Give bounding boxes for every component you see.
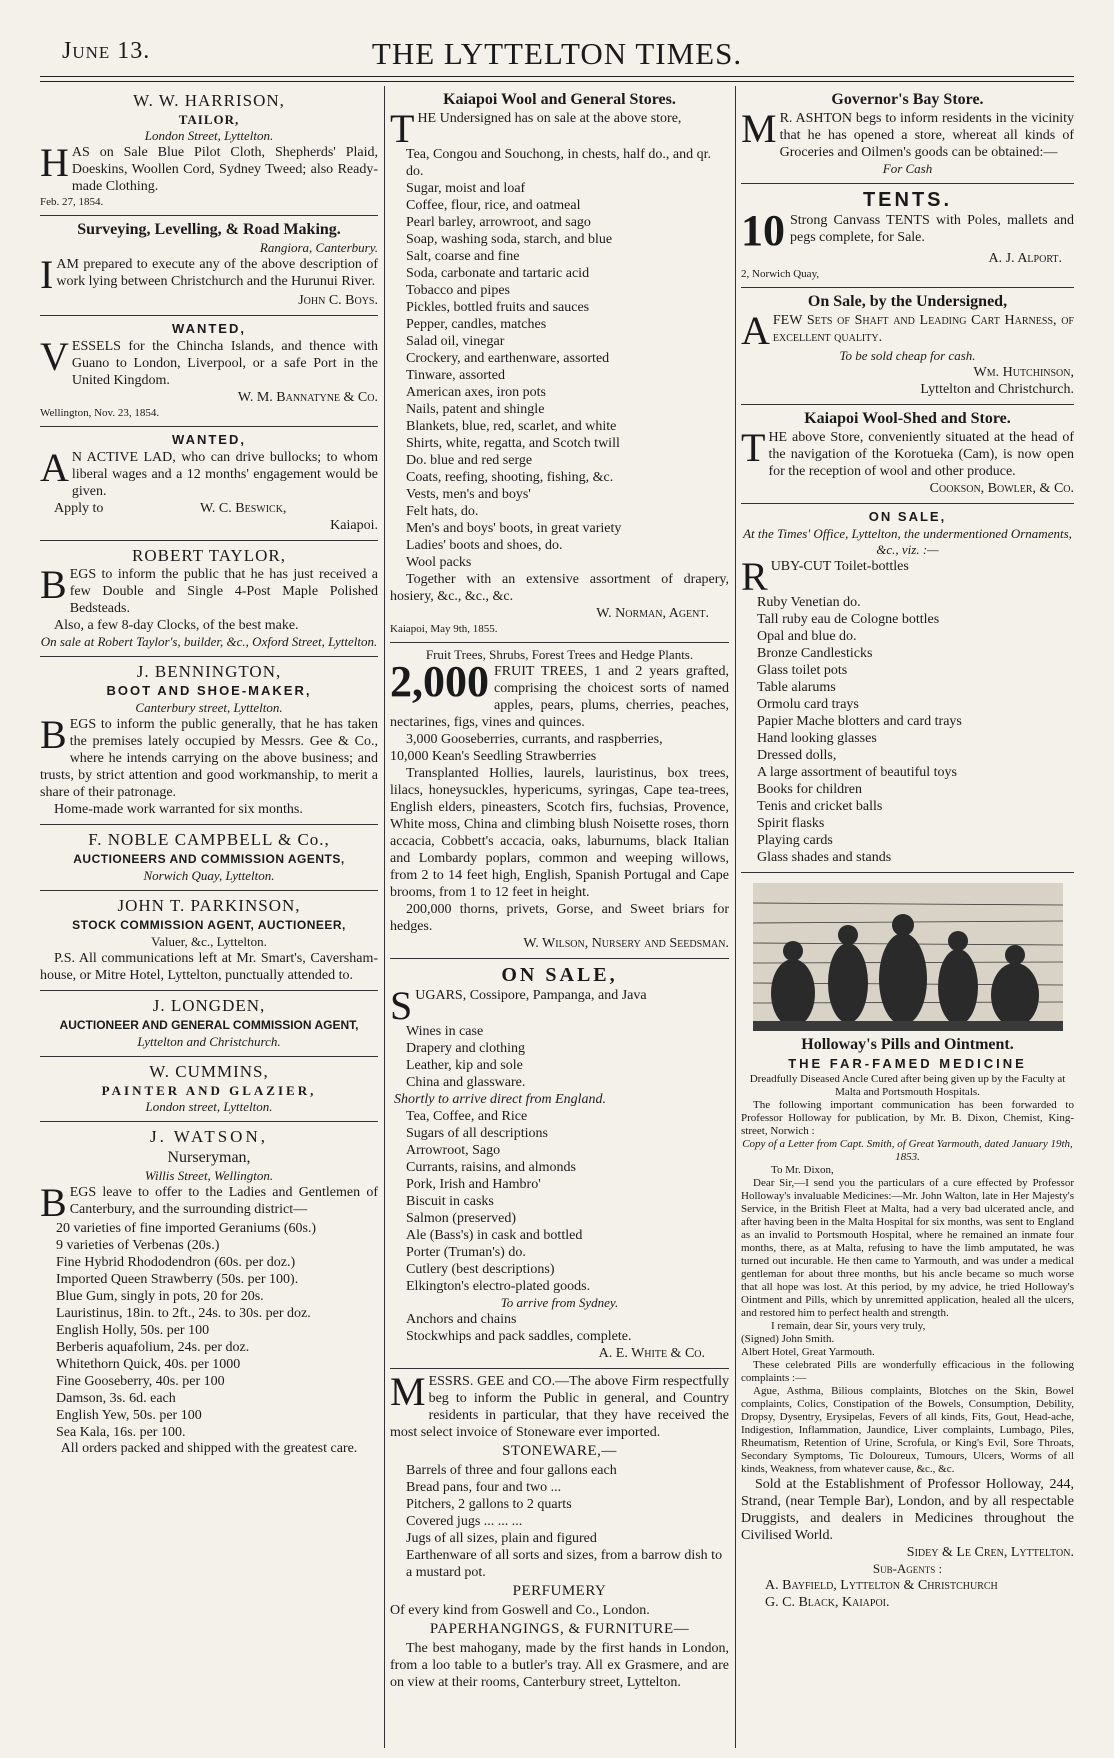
drop-cap: V (40, 334, 69, 379)
ad-trade: BOOT AND SHOE-MAKER, (106, 683, 312, 698)
ad-subhead: STONEWARE,— (502, 1443, 617, 1459)
ad-ashton (741, 86, 1074, 184)
ad-subhead: PERFUMERY (512, 1583, 607, 1599)
list-item: Books for children (757, 782, 862, 797)
list-item: Berberis aquafolium, 24s. per doz. (56, 1340, 250, 1355)
ad-signature: W. M. Bannatyne & Co. (237, 390, 378, 405)
list-item: Do. blue and red serge (406, 453, 533, 468)
column-2 (390, 86, 729, 1748)
list-item: Covered jugs ... ... ... (406, 1514, 523, 1529)
ad-name: W. W. HARRISON, (133, 91, 285, 110)
list-item: Pickles, bottled fruits and sauces (406, 300, 590, 315)
ad-body: ESSELS for the Chincha Islands, and thence with Guano to London, Liverpool, or a safe Port in the United Kingdom. (71, 339, 378, 388)
list-item: Blue Gum, singly in pots, 20 for 20s. (56, 1289, 264, 1304)
list-item: Hand looking glasses (757, 731, 877, 746)
ad-heading: Governor's Bay Store. (831, 91, 984, 108)
ad-heading: ON SALE, (501, 964, 618, 986)
list-item: Porter (Truman's) do. (406, 1245, 526, 1260)
list-item: Glass toilet pots (757, 663, 848, 678)
drop-cap: S (390, 983, 413, 1028)
list-item: Ladies' boots and shoes, do. (406, 538, 563, 553)
list-item: Ormolu card trays (757, 697, 859, 712)
columns (40, 86, 1074, 1748)
ad-intro: Dreadfully Diseased Ancle Cured after being given up by the Faculty at Malta and Portsmouth Hospitals. (749, 1073, 1066, 1098)
ad-body: UBY-CUT Toilet-bottles (770, 559, 909, 574)
ad-body: FEW Sets of Shaft and Leading Cart Harness, of excellent quality. (772, 313, 1074, 345)
ad-signature: Cookson, Bowler, & Co. (929, 481, 1074, 496)
list-item: Tall ruby eau de Cologne bottles (757, 612, 940, 627)
list-item: Tea, Coffee, and Rice (406, 1109, 528, 1124)
ad-date: Kaiapoi, May 9th, 1855. (390, 623, 498, 635)
ad-signature: A. J. Alport. (988, 251, 1062, 266)
ad-holloway (741, 873, 1074, 1617)
list-item: Salmon (preserved) (406, 1211, 517, 1226)
ad-remain: I remain, dear Sir, yours very truly, (771, 1320, 926, 1332)
ad-taylor (40, 541, 378, 657)
onsale-list-2 (390, 1108, 729, 1295)
ad-heading: TENTS. (862, 189, 953, 211)
list-item: Soda, carbonate and tartaric acid (406, 266, 590, 281)
ad-name: JOHN T. PARKINSON, (117, 896, 301, 915)
ad-harrison (40, 86, 378, 216)
ad-body: N ACTIVE LAD, who can drive bullocks; to whom liberal wages and a 12 months' engagement would be given. (71, 450, 378, 499)
ad-body: EGS to inform the public generally, that he has taken the premises lately occupied by Messrs. Gee & Co., where he intends carrying on the above business; and trusts, by strict attention and good workmanship, to merit a share of their patronage. (40, 717, 378, 800)
watson-list (40, 1220, 378, 1441)
ad-woolshed (741, 405, 1074, 504)
ad-para: 10,000 Kean's Seedling Strawberries (390, 749, 597, 764)
ad-body: EGS leave to offer to the Ladies and Gentlemen of Canterbury, and the surrounding district— (69, 1185, 378, 1217)
ad-agent-2: G. C. Black, Kaiapoi. (765, 1595, 890, 1610)
ad-shortly: Shortly to arrive direct from England. (394, 1092, 607, 1107)
ad-boys (40, 216, 378, 316)
list-item: Wool packs (406, 555, 472, 570)
list-item: Pepper, candles, matches (406, 317, 547, 332)
list-item: Jugs of all sizes, plain and figured (406, 1531, 597, 1546)
ad-heading: WANTED, (172, 321, 246, 336)
ad-cash: For Cash (882, 161, 933, 176)
list-item: Pearl barley, arrowroot, and sago (406, 215, 591, 230)
list-item: Whitethorn Quick, 40s. per 1000 (56, 1357, 241, 1372)
ad-name: F. NOBLE CAMPBELL & Co., (88, 830, 330, 849)
list-item: Stockwhips and pack saddles, complete. (406, 1329, 632, 1344)
column-rule (384, 86, 385, 1748)
ad-body: The best mahogany, made by the first hands in London, from a loo table to a butler's tray. All ex Grasmere, and are on view at their rooms, Canterbury street, Lyttelton. (390, 1641, 729, 1690)
ad-address: Lyttelton and Christchurch. (137, 1034, 281, 1049)
ad-signed: (Signed) John Smith. (741, 1333, 835, 1345)
ad-heading: ROBERT TAYLOR, (132, 546, 286, 565)
list-item: Spirit flasks (757, 816, 825, 831)
ad-heading: Kaiapoi Wool-Shed and Store. (804, 410, 1011, 427)
list-item: Ale (Bass's) in cask and bottled (406, 1228, 583, 1243)
list-item: Cutlery (best descriptions) (406, 1262, 555, 1277)
ad-address: London Street, Lyttelton. (144, 128, 274, 143)
ad-para: Transplanted Hollies, laurels, lauristinus, box trees, lilacs, honeysuckles, hypericums, syringas, Cape tea-trees, English elders, pineasters, Scotch firs, fuchsias, Provence, White moss, China and climbing blush Noisette roses, thorn accacia, Cobbett's accacia, oaks, laburnums, black Italian and Lombardy poplars, common and weeping willows, from 2 to 14 feet high, English, Spanish Portugal and Cape brooms, from 1 to 12 feet in height. (390, 766, 729, 900)
list-item: China and glassware. (406, 1075, 526, 1090)
ad-body: EGS to inform the public that he has just received a few Double and Single 4-Post Maple Polished Bedsteads. (69, 567, 378, 616)
ad-gee (390, 1369, 729, 1697)
column-3 (741, 86, 1074, 1748)
column-1 (40, 86, 378, 1748)
list-item: Pork, Irish and Hambro' (406, 1177, 541, 1192)
ad-name: W. CUMMINS, (149, 1062, 269, 1081)
list-item: Currants, raisins, and almonds (406, 1160, 576, 1175)
ad-place: Lyttelton and Christchurch. (920, 382, 1074, 397)
ad-body: AM prepared to execute any of the above description of work lying between Christchurch and the Hurunui River. (56, 257, 378, 289)
ad-complaints: Ague, Asthma, Bilious complaints, Blotches on the Skin, Bowel complaints, Colics, Constipation of the Bowels, Consumption, Debility, Dropsy, Dysentry, Erysipelas, Fevers of all kinds, Fits, Gout, Head-ache, Indigestion, Inflammation, Jaundice, Liver complaints, Lumbago, Piles, Rheumatism, Retention of Urine, Scrofula, or King's Evil, Sore Throats, Secondary Symptoms, Tic Doloureux, Tumours, Ulcers, Worms of all kinds, Weakness, from whatever cause, &c., &c. (741, 1385, 1074, 1475)
list-item: Ruby Venetian do. (757, 595, 861, 610)
ad-address: Norwich Quay, Lyttelton. (143, 868, 275, 883)
ad-body: HE above Store, conveniently situated at the head of the navigation of the Korotueka (Cam), is now open for the reception of wool and other produce. (768, 430, 1074, 479)
ad-line: Valuer, &c., Lyttelton. (151, 934, 267, 949)
list-item: Felt hats, do. (406, 504, 479, 519)
ad-famed: THE FAR-FAMED MEDICINE (788, 1056, 1027, 1071)
ad-place: Rangiora, Canterbury. (259, 240, 378, 255)
list-item: 9 varieties of Verbenas (20s.) (56, 1238, 220, 1253)
gee-list (390, 1462, 729, 1581)
ad-intro-2: The following important communication has been forwarded to Professor Holloway for publication, by Mr. B. Dixon, Chemist, King-street, Norwich : (741, 1099, 1074, 1137)
ad-copy: Copy of a Letter from Capt. Smith, of Great Yarmouth, dated January 19th, 1853. (742, 1138, 1073, 1163)
ad-together: Together with an extensive assortment of drapery, hosiery, &c., &c., &c. (390, 572, 729, 604)
list-item: Tenis and cricket balls (757, 799, 883, 814)
ad-body: ESSRS. GEE and CO.—The above Firm respectfully beg to inform the Public in general, and Country residents in particular, that they have received the most select invoice of Stoneware ever imported. (390, 1374, 729, 1440)
ad-onsale: On sale at Robert Taylor's, builder, &c., Oxford Street, Lyttelton. (40, 634, 378, 649)
ad-signature: John C. Boys. (298, 293, 378, 308)
drop-cap: I (40, 252, 54, 297)
ad-watson (40, 1122, 378, 1463)
list-item: Playing cards (757, 833, 833, 848)
ad-eff: These celebrated Pills are wonderfully efficacious in the following complaints :— (741, 1359, 1074, 1384)
ad-body: P.S. All communications left at Mr. Smart's, Caversham-house, or Mitre Hotel, Lyttelton, punctually attended to. (40, 951, 378, 983)
list-item: Fine Gooseberry, 40s. per 100 (56, 1374, 225, 1389)
ad-agent-1: A. Bayfield, Lyttelton & Christchurch (765, 1578, 998, 1593)
ad-body: Strong Canvass TENTS with Poles, mallets and pegs complete, for Sale. (790, 213, 1074, 245)
list-item: Lauristinus, 18in. to 2ft., 24s. to 30s. per doz. (56, 1306, 311, 1321)
list-item: Vests, men's and boys' (406, 487, 531, 502)
ad-wanted-vessels (40, 316, 378, 427)
list-item: American axes, iron pots (406, 385, 546, 400)
list-item: Glass shades and stands (757, 850, 892, 865)
big-number: 2,000 (390, 657, 489, 706)
list-item: Men's and boys' boots, in great variety (406, 521, 622, 536)
list-item: Fine Hybrid Rhododendron (60s. per doz.) (56, 1255, 296, 1270)
list-item: Salad oil, vinegar (406, 334, 505, 349)
ad-bennington (40, 657, 378, 825)
list-item: English Holly, 50s. per 100 (56, 1323, 210, 1338)
list-item: Opal and blue do. (757, 629, 857, 644)
list-item: Leather, kip and sole (406, 1058, 523, 1073)
ad-place: Kaiapoi. (330, 518, 378, 533)
kaiapoi-list (390, 146, 729, 571)
list-item: Sugar, moist and loaf (406, 181, 526, 196)
list-item: Arrowroot, Sago (406, 1143, 501, 1158)
list-item: Barrels of three and four gallons each (406, 1463, 617, 1478)
list-item: Blankets, blue, red, scarlet, and white (406, 419, 617, 434)
list-item: Soap, washing soda, starch, and blue (406, 232, 613, 247)
ad-campbell (40, 825, 378, 891)
ad-address: Canterbury street, Lyttelton. (135, 700, 283, 715)
drop-cap: T (741, 425, 766, 470)
onsale-list-3 (390, 1311, 729, 1345)
ad-sub: At the Times' Office, Lyttelton, the undermentioned Ornaments, &c., viz. :— (743, 526, 1072, 557)
ad-heading: ON SALE, (868, 509, 947, 524)
list-item: Table alarums (757, 680, 836, 695)
ad-body: FRUIT TREES, 1 and 2 years grafted, comprising the choicest sorts of named apples, pears, plums, cherries, peaches, nectarines, figs, vines and quinces. (390, 664, 729, 730)
list-item: Salt, coarse and fine (406, 249, 520, 264)
ad-sidey: Sidey & Le Cren, Lyttelton. (906, 1545, 1074, 1560)
ad-kaiapoi-stores (390, 86, 729, 643)
ad-heading: Surveying, Levelling, & Road Making. (77, 221, 341, 238)
ad-para: 3,000 Gooseberries, currants, and raspberries, (406, 732, 663, 747)
ad-parkinson (40, 891, 378, 991)
ad-body: AS on Sale Blue Pilot Cloth, Shepherds' Plaid, Doeskins, Woollen Cord, Sydney Tweed; also Ready-made Clothing. (71, 145, 378, 194)
ad-also: Also, a few 8-day Clocks, of the best make. (54, 618, 299, 633)
times-list (741, 594, 1074, 866)
onsale-list (390, 1023, 729, 1091)
list-item: A large assortment of beautiful toys (757, 765, 957, 780)
ad-closing: All orders packed and shipped with the greatest care. (60, 1441, 358, 1456)
ad-heading: Fruit Trees, Shrubs, Forest Trees and Hedge Plants. (425, 647, 694, 662)
masthead (40, 36, 1074, 77)
list-item: Tea, Congou and Souchong, in chests, half do., and qr. do. (406, 147, 712, 179)
drop-cap: H (40, 140, 69, 185)
big-number: 10 (741, 206, 785, 255)
ad-tents (741, 184, 1074, 288)
list-item: Bronze Candlesticks (757, 646, 873, 661)
ad-body: HE Undersigned has on sale at the above store, (417, 111, 682, 126)
list-item: Crockery, and earthenware, assorted (406, 351, 610, 366)
ad-to: To Mr. Dixon, (771, 1164, 834, 1176)
ad-subhead: PAPERHANGINGS, & FURNITURE— (429, 1621, 690, 1637)
ad-trade: PAINTER AND GLAZIER, (101, 1083, 317, 1098)
drop-cap: M (390, 1369, 426, 1414)
ad-date: Wellington, Nov. 23, 1854. (40, 407, 160, 419)
list-item: Nails, patent and shingle (406, 402, 545, 417)
list-item: Biscuit in casks (406, 1194, 494, 1209)
ad-signature: A. E. White & Co. (598, 1346, 705, 1361)
ad-longden (40, 991, 378, 1057)
ad-line: Of every kind from Goswell and Co., London. (390, 1603, 650, 1618)
masthead-rule (40, 81, 1074, 82)
ad-wilson (390, 643, 729, 959)
drop-cap: R (741, 554, 768, 599)
list-item: Dressed dolls, (757, 748, 837, 763)
ad-body: UGARS, Cossipore, Pampanga, and Java (415, 988, 647, 1003)
ad-trade: TAILOR, (178, 112, 240, 127)
drop-cap: T (390, 106, 415, 151)
list-item: 20 varieties of fine imported Geraniums (60s.) (56, 1221, 317, 1236)
ad-sold: Sold at the Establishment of Professor Holloway, 244, Strand, (near Temple Bar), London, and by all respectable Druggists, and dealers in Medicines throughout the Civilised World. (741, 1477, 1074, 1543)
issue-date: June 13. (62, 38, 151, 64)
ad-sydney: To arrive from Sydney. (500, 1295, 619, 1310)
list-item: Imported Queen Strawberry (50s. per 100). (56, 1272, 299, 1287)
ad-onsale-white (390, 959, 729, 1369)
list-item: Tinware, assorted (406, 368, 506, 383)
list-item: Anchors and chains (406, 1312, 517, 1327)
list-item: Earthenware of all sorts and sizes, from a barrow dish to a mustard pot. (406, 1548, 723, 1580)
ad-times-office (741, 504, 1074, 873)
holloway-engraving (753, 883, 1063, 1031)
list-item: Bread pans, four and two ... (406, 1480, 562, 1495)
ad-hutchinson (741, 288, 1074, 405)
ad-hotel: Albert Hotel, Great Yarmouth. (741, 1346, 875, 1358)
list-item: Shirts, white, regatta, and Scotch twill (406, 436, 620, 451)
ad-subagents: Sub-Agents : (872, 1561, 943, 1576)
list-item: Wines in case (406, 1024, 484, 1039)
ad-signature: W. Wilson, Nursery and Seedsman. (523, 936, 729, 951)
column-rule (735, 86, 736, 1748)
drop-cap: B (40, 1180, 67, 1225)
ad-note: Home-made work warranted for six months. (54, 802, 303, 817)
ad-para: 200,000 thorns, privets, Gorse, and Sweet briars for hedges. (390, 902, 729, 934)
ad-heading: WANTED, (172, 432, 246, 447)
ad-wanted-lad (40, 427, 378, 541)
list-item: Elkington's electro-plated goods. (406, 1279, 591, 1294)
ad-trade: AUCTIONEERS AND COMMISSION AGENTS, (73, 852, 345, 866)
ad-cummins (40, 1057, 378, 1122)
ad-trade: AUCTIONEER AND GENERAL COMMISSION AGENT, (59, 1018, 359, 1032)
ad-name: J. WATSON, (149, 1127, 268, 1146)
ad-trade: STOCK COMMISSION AGENT, AUCTIONEER, (72, 918, 346, 932)
ad-signature: W. Norman, Agent. (596, 606, 709, 621)
drop-cap: M (741, 106, 777, 151)
list-item: Drapery and clothing (406, 1041, 525, 1056)
ad-address: London street, Lyttelton. (145, 1099, 273, 1114)
ad-letter: Dear Sir,—I send you the particulars of a cure effected by Professor Holloway's invaluable Medicines:—Mr. John Walton, late in Her Majesty's Service, in the British Fleet at Malta, had a very bad ulcerated ancle, and after having been in the Malta Hospital for six months, was sent to England as an invalid to Portsmouth Hospital, where he remained an inmate four months, there, as at Malta, refusing to have the limb amputated, he was turned out incurable. He then came to Yarmouth, and was under a medical gentleman for about three months, but his ancle became so much worse that all hope was lost. At this period, by my advice, he tried Holloway's Ointment and Pills, which by unremitted application, healed all the ulcers, and restored him to perfect health and strength. (741, 1177, 1074, 1319)
list-item: Coffee, flour, rice, and oatmeal (406, 198, 581, 213)
ad-cheap: To be sold cheap for cash. (839, 348, 976, 363)
ad-date: Feb. 27, 1854. (40, 196, 104, 208)
ad-address: Willis Street, Wellington. (144, 1168, 274, 1183)
ad-address: 2, Norwich Quay, (741, 268, 820, 280)
ad-trade: Nurseryman, (167, 1149, 251, 1166)
list-item: Damson, 3s. 6d. each (56, 1391, 176, 1406)
ad-name: J. LONGDEN, (152, 996, 266, 1015)
list-item: Pitchers, 2 gallons to 2 quarts (406, 1497, 572, 1512)
ad-name: J. BENNINGTON, (136, 662, 282, 681)
drop-cap: B (40, 562, 67, 607)
list-item: Sea Kala, 16s. per 100. (56, 1425, 186, 1440)
ad-heading: Holloway's Pills and Ointment. (801, 1036, 1014, 1053)
list-item: English Yew, 50s. per 100 (56, 1408, 202, 1423)
ad-body: R. ASHTON begs to inform residents in the vicinity that he has opened a store, whereat all kinds of Groceries and Oilmen's goods can be obtained:— (779, 111, 1074, 160)
list-item: Sugars of all descriptions (406, 1126, 548, 1141)
ad-heading: On Sale, by the Undersigned, (807, 293, 1008, 310)
ad-apply: Apply to (54, 501, 104, 516)
ad-signature: W. C. Beswick, (200, 501, 287, 516)
list-item: Tobacco and pipes (406, 283, 510, 298)
drop-cap: B (40, 712, 67, 757)
list-item: Coats, reefing, shooting, fishing, &c. (406, 470, 614, 485)
list-item: Papier Mache blotters and card trays (757, 714, 962, 729)
ad-heading: Kaiapoi Wool and General Stores. (443, 91, 676, 108)
newspaper-title: THE LYTTELTON TIMES. (371, 36, 743, 71)
drop-cap: A (741, 308, 770, 353)
ad-signature: Wm. Hutchinson, (973, 365, 1074, 380)
drop-cap: A (40, 445, 69, 490)
